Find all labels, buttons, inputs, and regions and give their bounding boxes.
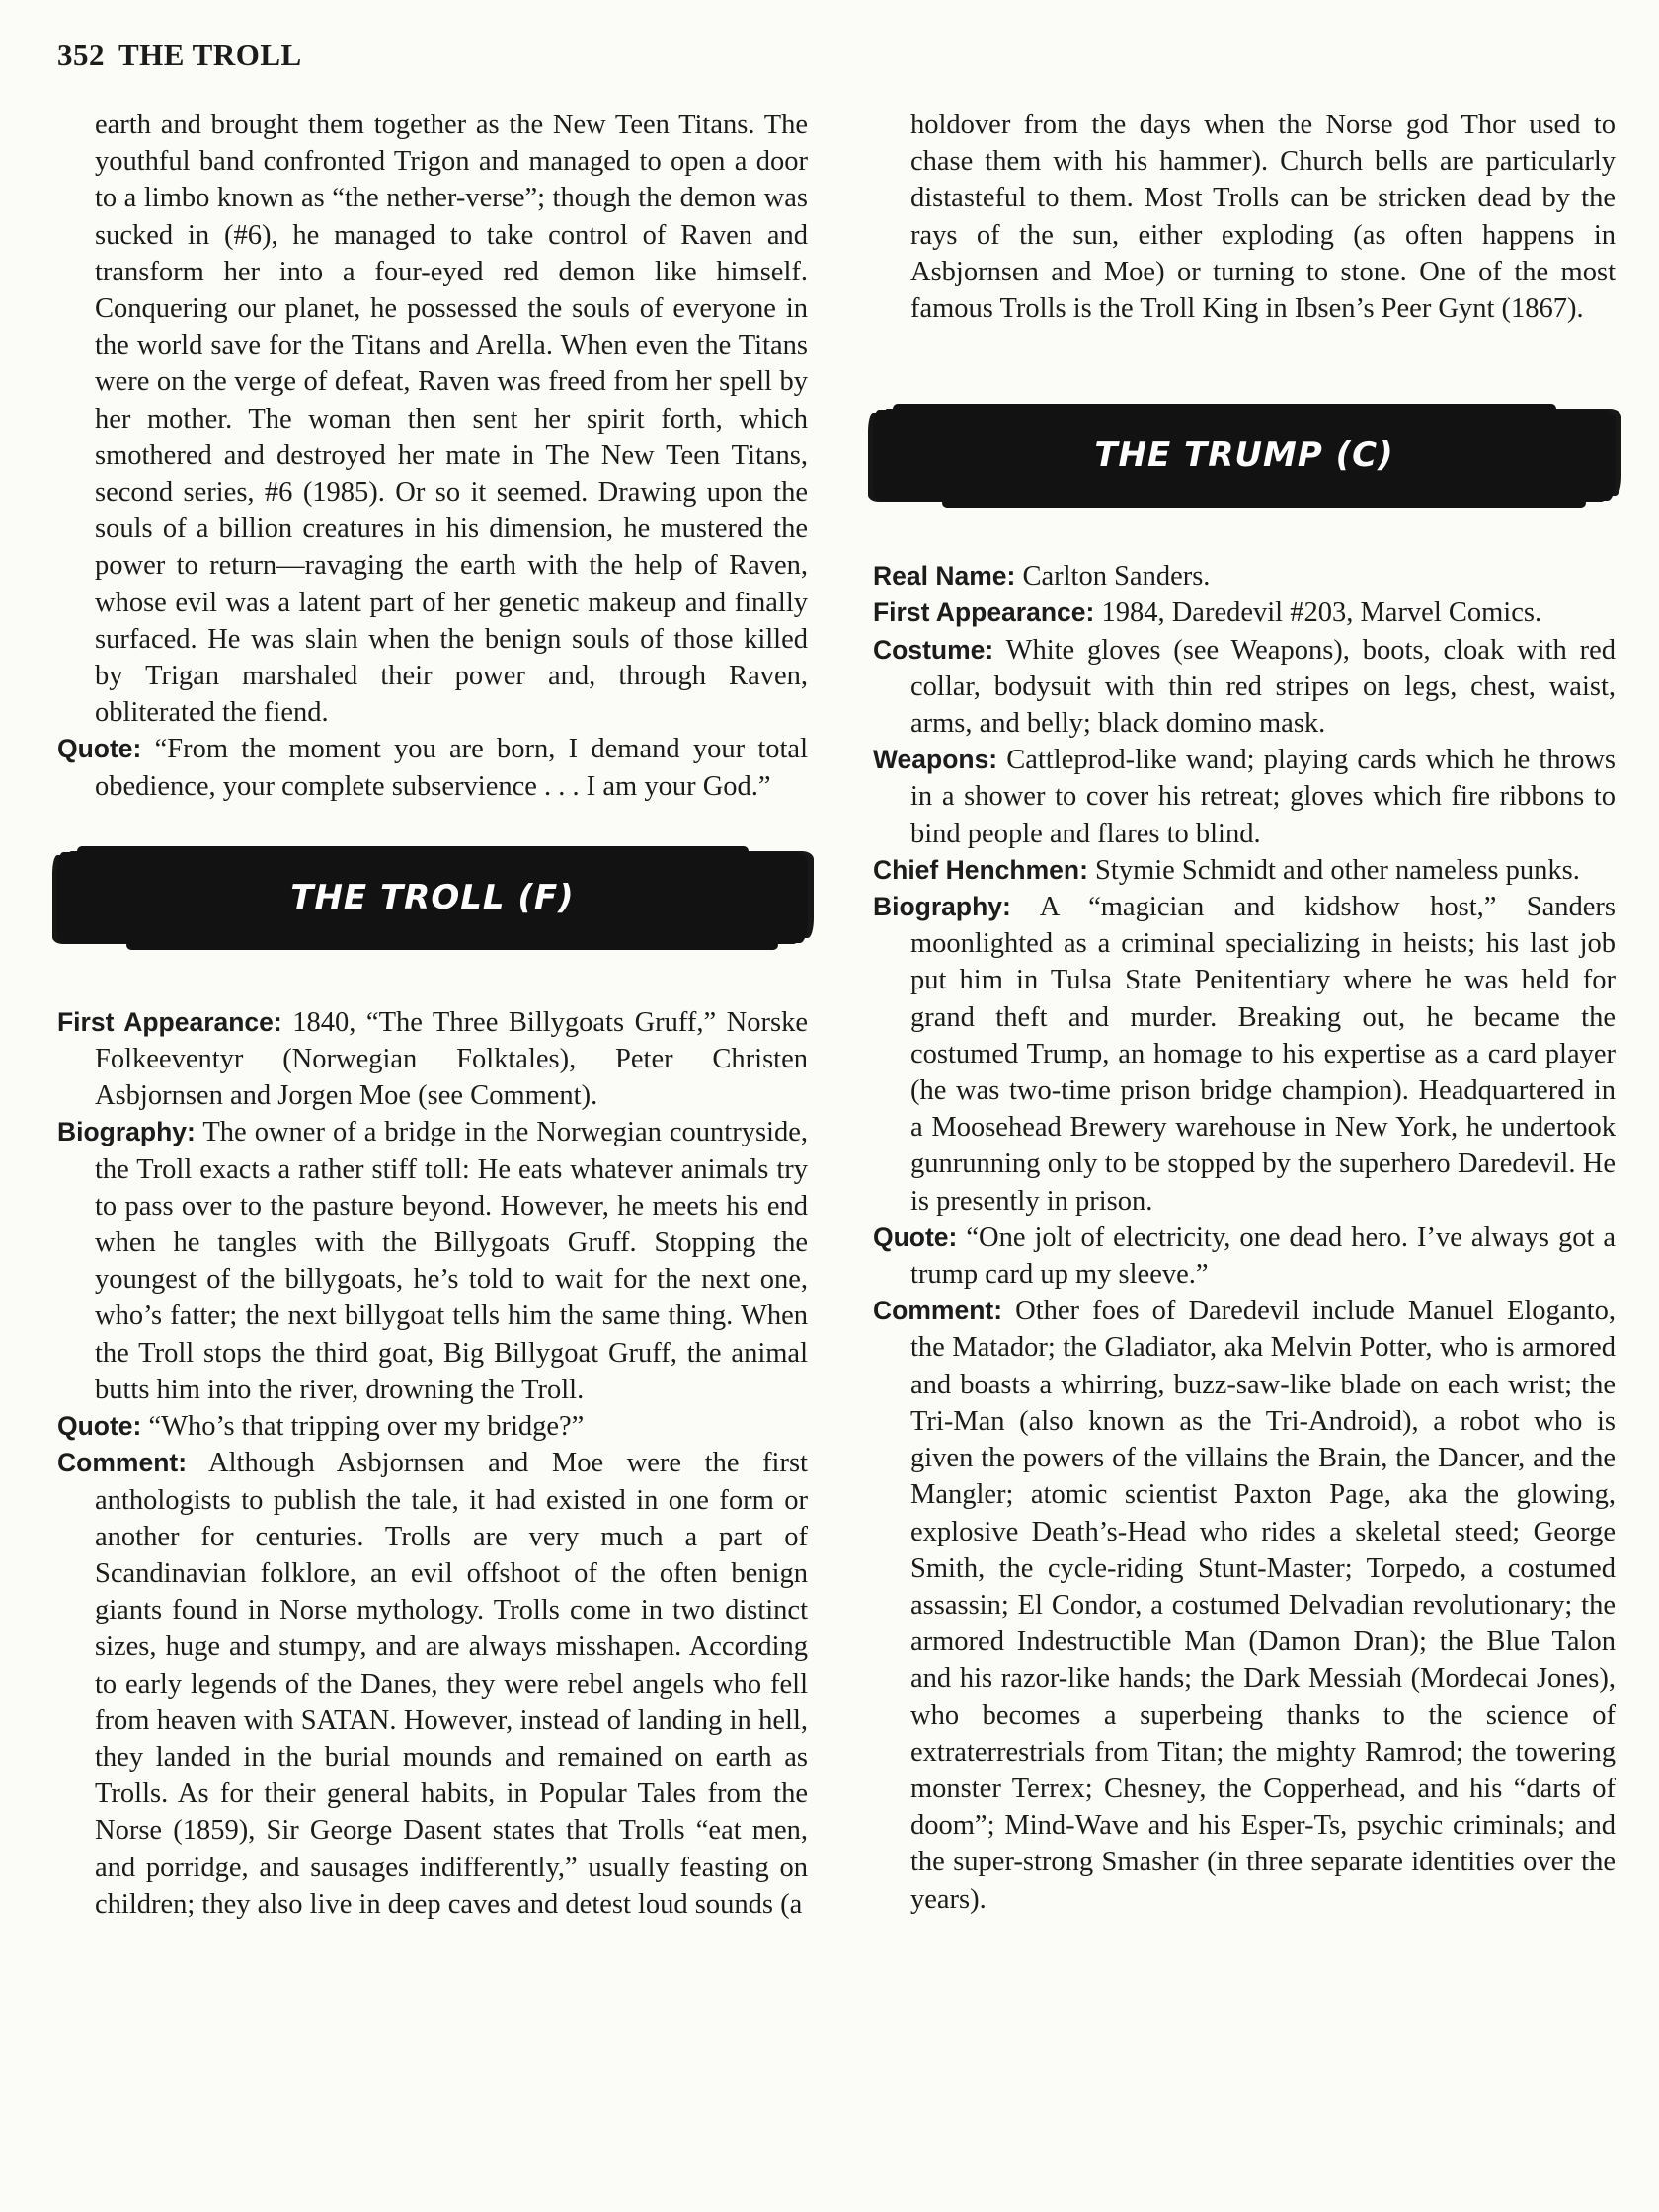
trump-biography: [873, 889, 1616, 1220]
first-appearance-label: First Appearance:: [57, 1006, 282, 1037]
trump-quote: [873, 1220, 1616, 1293]
henchmen-text: Stymie Schmidt and other nameless punks.: [1095, 854, 1580, 886]
trump-banner-title: THE TRUMP (C): [1094, 435, 1394, 476]
biography-text: The owner of a bridge in the Norwegian countryside, the Troll exacts a rather stiff toll: He eats whatever animals try to pass over to the pasture beyond. However, he meets his end when he tangles with the Billygoats Gruff. Stopping the youngest of the billygoats, he’s told to wait for the next one, who’s fatter; the next billygoat tells him the same thing. When the Troll stops the third goat, Big Billygoat Gruff, the animal butts him into the river, drowning the Troll.: [95, 1117, 808, 1405]
real-name-label: Real Name:: [873, 561, 1016, 592]
running-head: [57, 38, 302, 73]
quote-text: “One jolt of electricity, one dead hero. I’ve always got a trump card up my sleeve.”: [910, 1222, 1617, 1291]
costume-label: Costume:: [873, 634, 994, 665]
troll-comment: [57, 1445, 808, 1923]
troll-quote: [57, 1408, 808, 1445]
right-column: [873, 107, 1616, 1918]
costume-text: White gloves (see Weapons), boots, cloak with red collar, bodysuit with thin red stripes on legs, chest, waist, arms, and belly; black domino mask.: [910, 634, 1616, 740]
trump-costume: [873, 632, 1616, 743]
troll-banner: [57, 852, 808, 943]
quote-text: “From the moment you are born, I demand your total obedience, your complete subservience . . . I am your God.”: [95, 734, 809, 802]
henchmen-label: Chief Henchmen:: [873, 854, 1088, 885]
quote-label: Quote:: [873, 1222, 958, 1252]
troll-biography: [57, 1114, 808, 1408]
first-appearance-text: 1984, Daredevil #203, Marvel Comics.: [1101, 597, 1542, 629]
weapons-text: Cattleprod-like wand; playing cards which he throws in a shower to cover his retreat; gloves which fire ribbons to bind people and flares to blind.: [910, 745, 1617, 849]
trump-banner: [873, 410, 1616, 501]
first-appearance-text: 1840, “The Three Billygoats Gruff,” Norske Folkeeventyr (Norwegian Folktales), Peter Christen Asbjornsen and Jorgen Moe (see Comment).: [95, 1006, 808, 1112]
biography-text: A “magician and kidshow host,” Sanders moonlighted as a criminal specializing in heists; his last job put him in Tulsa State Penitentiary where he was held for grand theft and murder. Breaking out, he became the costumed Trump, an homage to his expertise as a card player (he was two-time prison bridge champion). Headquartered in a Moosehead Brewery warehouse in New York, he undertook gunrunning only to be stopped by the superhero Daredevil. He is presently in prison.: [910, 892, 1616, 1217]
trump-henchmen: [873, 852, 1616, 889]
quote-label: Quote:: [57, 1411, 142, 1442]
trump-weapons: [873, 742, 1616, 852]
running-title: THE TROLL: [118, 38, 302, 72]
comment-text: Although Asbjornsen and Moe were the first anthologists to publish the tale, it had existed in one form or another for centuries. Trolls are very much a part of Scandinavian folklore, an evil offshoot of the often benign giants found in Norse mythology. Trolls come in two distinct sizes, huge and stumpy, and are always misshapen. According to early legends of the Danes, they were rebel angels who fell from heaven with SATAN. However, instead of landing in hell, they landed in the burial mounds and remained on earth as Trolls. As for their general habits, in Popular Tales from the Norse (1859), Sir George Dasent states that Trolls “eat men, and porridge, and sausages indifferently,” usually feasting on children; they also live in deep caves and detest loud sounds (a: [95, 1448, 808, 1920]
troll-first-appearance: [57, 1004, 808, 1115]
first-appearance-label: First Appearance:: [873, 597, 1095, 628]
quote-label: Quote:: [57, 734, 142, 764]
troll-banner-title: THE TROLL (F): [290, 877, 575, 917]
trigon-quote: [57, 731, 808, 804]
comment-label: Comment:: [873, 1296, 1003, 1326]
real-name-text: Carlton Sanders.: [1022, 561, 1211, 592]
quote-text: “Who’s that tripping over my bridge?”: [148, 1411, 585, 1443]
comment-label: Comment:: [57, 1448, 188, 1478]
trump-first-appearance: [873, 594, 1616, 631]
troll-comment-continuation: holdover from the days when the Norse god Thor used to chase them with his hammer). Church bells are particularly distasteful to them. Most Trolls can be stricken dead by the rays of the sun, either exploding (as often happens in Asbjornsen and Moe) or turning to stone. One of the most famous Trolls is the Troll King in Ibsen’s Peer Gynt (1867).: [910, 110, 1616, 325]
trump-comment: [873, 1293, 1616, 1917]
biography-label: Biography:: [873, 892, 1011, 922]
trigon-biography-continuation: earth and brought them together as the New Teen Titans. The youthful band confronted Trigon and managed to open a door to a limbo known as “the nether-verse”; though the demon was sucked in (#6), he managed to take control of Raven and transform her into a four-eyed red demon like himself. Conquering our planet, he possessed the souls of everyone in the world save for the Titans and Arella. When even the Titans were on the verge of defeat, Raven was freed from her spell by her mother. The woman then sent her spirit forth, which smothered and destroyed her mate in The New Teen Titans, second series, #6 (1985). Or so it seemed. Drawing upon the souls of a billion creatures in his dimension, he mustered the power to return—ravaging the earth with the help of Raven, whose evil was a latent part of her genetic makeup and finally surfaced. He was slain when the benign souls of those killed by Trigan marshaled their power and, through Raven, obliterated the fiend.: [95, 110, 808, 729]
weapons-label: Weapons:: [873, 745, 998, 775]
page-number: 352: [57, 38, 105, 72]
biography-label: Biography:: [57, 1117, 196, 1147]
left-column: [57, 107, 808, 1923]
comment-text: Other foes of Daredevil include Manuel Eloganto, the Matador; the Gladiator, aka Melvin Potter, who is armored and boasts a whirring, buzz-saw-like blade on each wrist; the Tri-Man (also known as the Tri-Android), a robot who is given the powers of the villains the Brain, the Dancer, and the Mangler; atomic scientist Paxton Page, aka the glowing, explosive Death’s-Head who rides a skeletal steed; George Smith, the cycle-riding Stunt-Master; Torpedo, a costumed assassin; El Condor, a costumed Delvadian revolutionary; the armored Indestructible Man (Damon Dran); the Blue Talon and his razor-like hands; the Dark Messiah (Mordecai Jones), who becomes a superbeing thanks to the science of extraterrestrials from Titan; the mighty Ramrod; the towering monster Terrex; Chesney, the Copperhead, and his “darts of doom”; Mind-Wave and his Esper-Ts, psychic criminals; and the super-strong Smasher (in three separate identities over the years).: [910, 1296, 1616, 1915]
trump-real-name: [873, 558, 1616, 594]
